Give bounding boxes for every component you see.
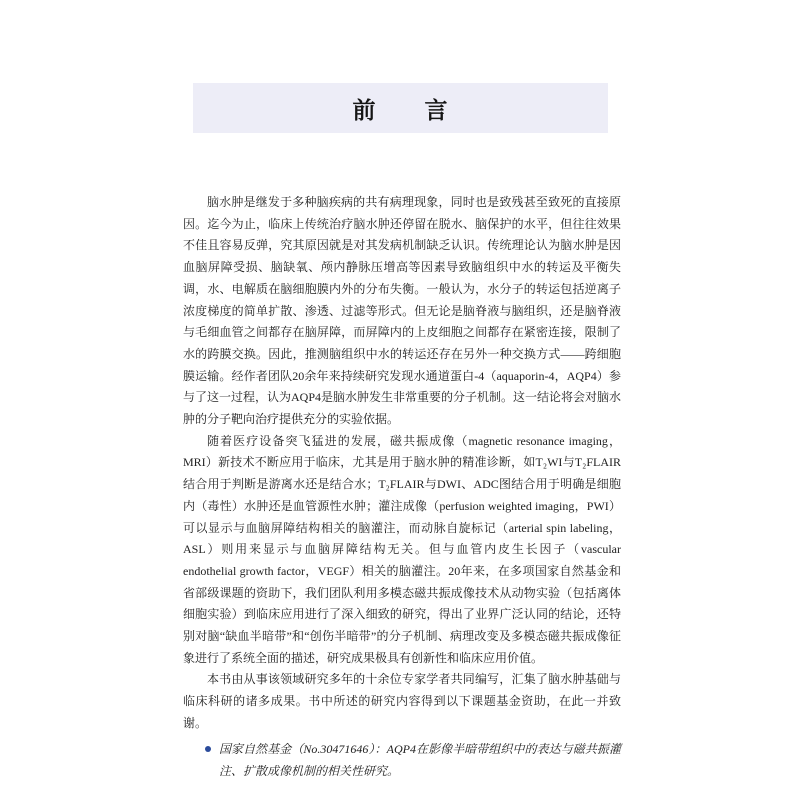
preface-paragraph-1: 脑水肿是继发于多种脑疾病的共有病理现象，同时也是致残甚至致死的直接原因。迄今为止，临床上传统治疗脑水肿还停留在脱水、脑保护的水平，但往往效果不佳且容易反弹，究其原因就是对其发病机制缺乏认识。传统理论认为脑水肿是因血脑屏障受损、脑缺氧、颅内静脉压增高等因素导致脑组织中水的转运及平衡失调，水、电解质在脑细胞膜内外的分布失衡。一般认为，水分子的转运包括逆离子浓度梯度的简单扩散、渗透、过滤等形式。但无论是脑脊液与脑组织，还是脑脊液与毛细血管之间都存在脑屏障，而屏障内的上皮细胞之间都存在紧密连接，限制了水的跨膜交换。因此，推测脑组织中水的转运还存在另外一种交换方式——跨细胞膜运输。经作者团队20余年来持续研究发现水通道蛋白-4（aquaporin-4，AQP4）参与了这一过程，认为AQP4是脑水肿发生非常重要的分子机制。这一结论将会对脑水肿的分子靶向治疗提供充分的实验依据。 <box>183 195 622 427</box>
bullet-icon <box>205 746 211 752</box>
preface-body <box>183 192 621 782</box>
funding-list-item <box>183 738 621 782</box>
preface-paragraph-3: 本书由从事该领域研究多年的十余位专家学者共同编写，汇集了脑水肿基础与临床科研的诸多成果。书中所述的研究内容得到以下课题基金资助，在此一并致谢。 <box>183 672 621 730</box>
preface-paragraph-2: 随着医疗设备突飞猛进的发展，磁共振成像（magnetic resonance imaging，MRI）新技术不断应用于临床，尤其是用于脑水肿的精准诊断，如T₂WI与T₂FLAIR结合用于判断是游离水还是结合水；T₂FLAIR与DWI、ADC图结合用于明确是细胞内（毒性）水肿还是血管源性水肿；灌注成像（perfusion weighted imaging，PWI）可以显示与血脑屏障结构相关的脑灌注，而动脉自旋标记（arterial spin labeling，ASL）则用来显示与血脑屏障结构无关。但与血管内皮生长因子（vascular endothelial growth factor，VEGF）相关的脑灌注。20年来，在多项国家自然基金和省部级课题的资助下，我们团队利用多模态磁共振成像技术从动物实验（包括离体细胞实验）到临床应用进行了深入细致的研究，得出了业界广泛认同的结论，还特别对脑“缺血半暗带”和“创伤半暗带”的分子机制、病理改变及多模态磁共振成像征象进行了系统全面的描述，研究成果极具有创新性和临床应用价值。 <box>183 433 621 665</box>
funding-item-text: 国家自然基金（No.30471646）：AQP4在影像半暗带组织中的表达与磁共振灌注、扩散成像机制的相关性研究。 <box>219 741 621 778</box>
funding-list <box>183 738 621 782</box>
chapter-title-banner <box>193 83 608 133</box>
page-title: 前 言 <box>352 97 449 123</box>
